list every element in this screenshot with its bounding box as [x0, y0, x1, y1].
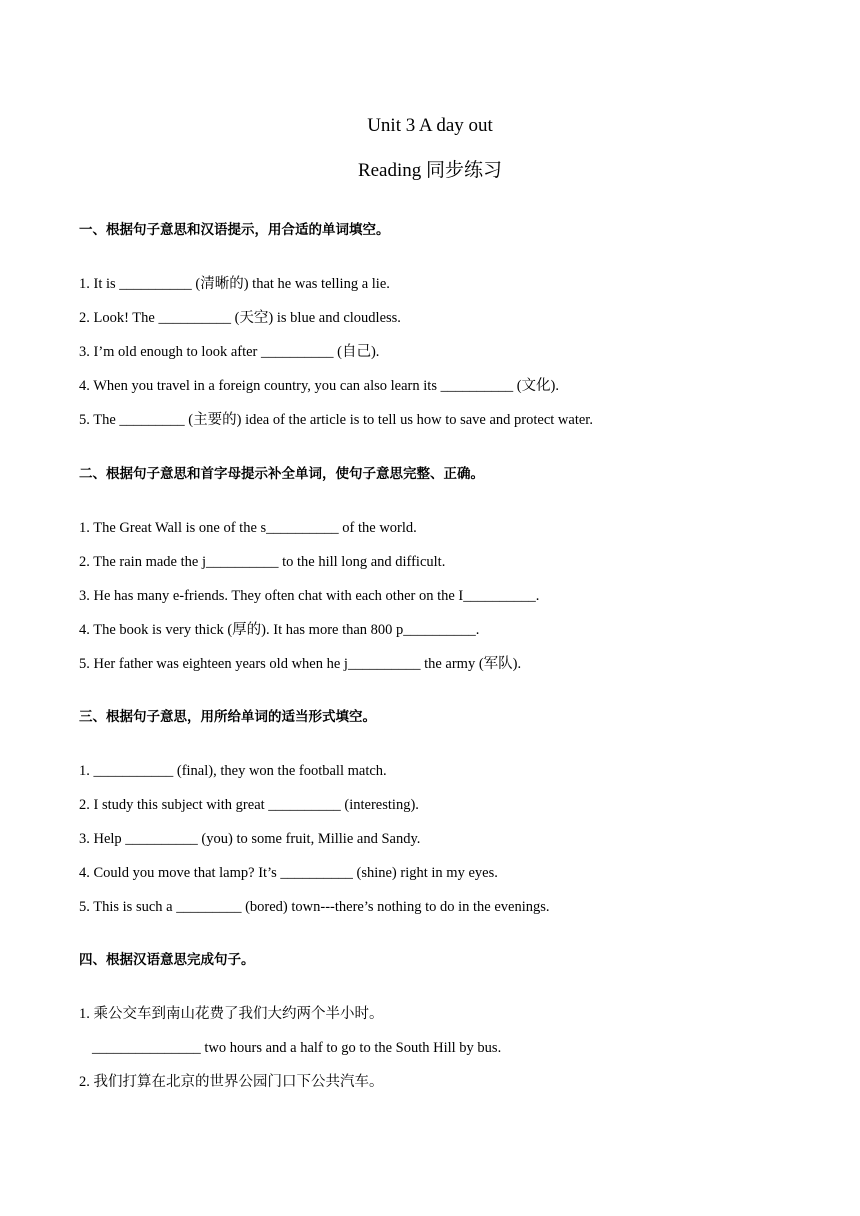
section-2-item-2: 2. The rain made the j__________ to the hill long and difficult. — [79, 554, 446, 570]
section-1-item-2: 2. Look! The __________ (天空) is blue and cloudless. — [79, 310, 401, 326]
section-1-item-1: 1. It is __________ (清晰的) that he was telling a lie. — [79, 276, 390, 292]
document-subtitle: Reading 同步练习 — [357, 160, 503, 181]
section-2-item-1: 1. The Great Wall is one of the s__________ of the world. — [79, 520, 417, 536]
section-2-item-5: 5. Her father was eighteen years old when he j__________ the army (军队). — [79, 656, 522, 672]
section-1-heading: 一、根据句子意思和汉语提示，用合适的单词填空。 — [79, 222, 390, 238]
section-3-item-3: 3. Help __________ (you) to some fruit, Millie and Sandy. — [79, 831, 421, 847]
section-1-item-5: 5. The _________ (主要的) idea of the article is to tell us how to save and protect water. — [79, 412, 593, 428]
section-3-item-2: 2. I study this subject with great __________ (interesting). — [79, 797, 419, 813]
section-4-item-1-answer: _______________ two hours and a half to go to the South Hill by bus. — [92, 1040, 502, 1056]
section-2-item-4: 4. The book is very thick (厚的). It has more than 800 p__________. — [79, 622, 480, 638]
section-3-item-1: 1. ___________ (final), they won the football match. — [79, 763, 387, 779]
section-2-heading: 二、根据句子意思和首字母提示补全单词，使句子意思完整、正确。 — [79, 466, 484, 482]
section-3-item-4: 4. Could you move that lamp? It’s __________ (shine) right in my eyes. — [79, 865, 498, 881]
document-title: Unit 3 A day out — [367, 115, 493, 136]
section-4-heading: 四、根据汉语意思完成句子。 — [79, 952, 255, 968]
section-4-item-1: 1. 乘公交车到南山花费了我们大约两个半小时。 — [79, 1006, 384, 1022]
section-3-item-5: 5. This is such a _________ (bored) town---there’s nothing to do in the evenings. — [79, 899, 550, 915]
section-1-item-3: 3. I’m old enough to look after __________ (自己). — [79, 344, 380, 360]
section-3-heading: 三、根据句子意思，用所给单词的适当形式填空。 — [79, 709, 376, 725]
section-2-item-3: 3. He has many e-friends. They often chat with each other on the I__________. — [79, 588, 540, 604]
section-4-item-2: 2. 我们打算在北京的世界公园门口下公共汽车。 — [79, 1074, 384, 1090]
section-1-item-4: 4. When you travel in a foreign country, you can also learn its __________ (文化). — [79, 378, 559, 394]
